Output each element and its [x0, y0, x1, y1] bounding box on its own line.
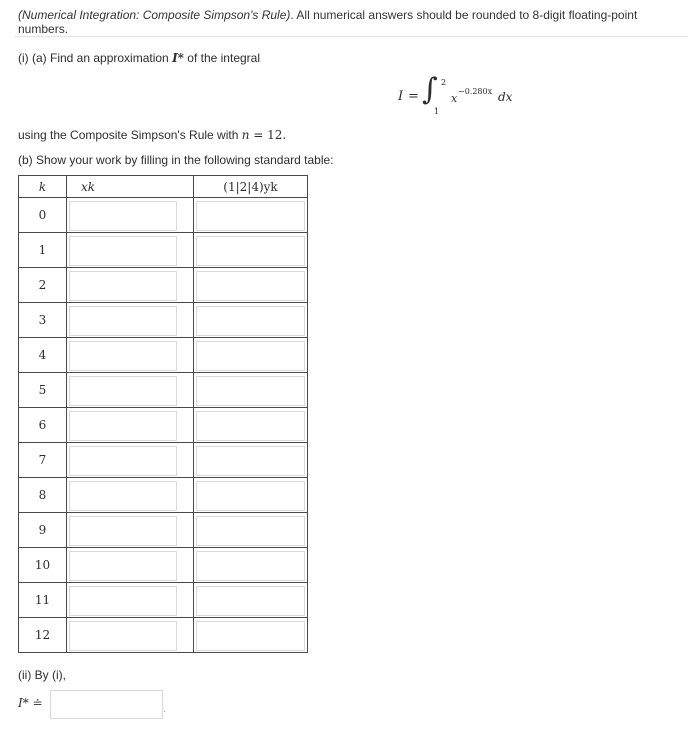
xk-cell	[67, 513, 194, 548]
row-k-label: 2	[19, 268, 67, 303]
weighted-yk-cell	[194, 268, 308, 303]
part-b-prompt: (b) Show your work by filling in the following standard table:	[18, 153, 334, 167]
row-k-label: 8	[19, 478, 67, 513]
weighted-yk-input[interactable]	[196, 341, 305, 371]
table-row	[19, 583, 308, 618]
integral-differential: dx	[498, 90, 513, 104]
col-header-xk: xk	[67, 176, 194, 198]
xk-input[interactable]	[69, 306, 177, 336]
weighted-yk-input[interactable]	[196, 516, 305, 546]
answer-input[interactable]	[50, 690, 163, 719]
part-a-suffix: of the integral	[183, 51, 261, 65]
weighted-yk-cell	[194, 618, 308, 653]
xk-input[interactable]	[69, 621, 177, 651]
weighted-yk-input[interactable]	[196, 481, 305, 511]
weighted-yk-cell	[194, 478, 308, 513]
weighted-yk-cell	[194, 233, 308, 268]
part-a-prompt	[18, 51, 260, 65]
weighted-yk-cell	[194, 373, 308, 408]
col-header-k: k	[19, 176, 67, 198]
table-row	[19, 268, 308, 303]
answer-label: I* ≐	[18, 696, 43, 710]
trailing-period: .	[163, 704, 166, 715]
weighted-yk-input[interactable]	[196, 201, 305, 231]
divider	[14, 36, 688, 37]
part-a-symbol: I*	[172, 51, 184, 65]
weighted-yk-input[interactable]	[196, 446, 305, 476]
table-row	[19, 443, 308, 478]
table-header-row	[19, 176, 308, 198]
table-row	[19, 548, 308, 583]
simpson-table	[18, 175, 308, 653]
table-row	[19, 233, 308, 268]
row-k-label: 7	[19, 443, 67, 478]
row-k-label: 10	[19, 548, 67, 583]
row-k-label: 3	[19, 303, 67, 338]
row-k-label: 12	[19, 618, 67, 653]
xk-input[interactable]	[69, 446, 177, 476]
row-k-label: 6	[19, 408, 67, 443]
integral-sign: ∫	[422, 72, 438, 107]
weighted-yk-cell	[194, 198, 308, 233]
row-k-label: 1	[19, 233, 67, 268]
row-k-label: 5	[19, 373, 67, 408]
xk-cell	[67, 478, 194, 513]
xk-cell	[67, 303, 194, 338]
row-k-label: 4	[19, 338, 67, 373]
n-value: = 12.	[249, 128, 287, 142]
table-row	[19, 478, 308, 513]
table-row	[19, 618, 308, 653]
xk-cell	[67, 548, 194, 583]
xk-cell	[67, 338, 194, 373]
weighted-yk-input[interactable]	[196, 271, 305, 301]
xk-cell	[67, 443, 194, 478]
weighted-yk-cell	[194, 408, 308, 443]
weighted-yk-input[interactable]	[196, 551, 305, 581]
xk-input[interactable]	[69, 201, 177, 231]
using-text: using the Composite Simpson's Rule with	[18, 128, 242, 142]
weighted-yk-cell	[194, 583, 308, 618]
weighted-yk-cell	[194, 303, 308, 338]
weighted-yk-input[interactable]	[196, 376, 305, 406]
xk-input[interactable]	[69, 376, 177, 406]
xk-cell	[67, 268, 194, 303]
table-row	[19, 373, 308, 408]
xk-input[interactable]	[69, 516, 177, 546]
weighted-yk-cell	[194, 548, 308, 583]
integrand-base: x	[451, 92, 458, 105]
weighted-yk-cell	[194, 338, 308, 373]
row-k-label: 9	[19, 513, 67, 548]
weighted-yk-cell	[194, 513, 308, 548]
col-header-weighted-yk: (1|2|4)yk	[194, 176, 308, 198]
xk-cell	[67, 373, 194, 408]
xk-input[interactable]	[69, 341, 177, 371]
table-row	[19, 338, 308, 373]
xk-input[interactable]	[69, 551, 177, 581]
weighted-yk-input[interactable]	[196, 411, 305, 441]
xk-cell	[67, 198, 194, 233]
header-title-italic: (Numerical Integration: Composite Simpson's Rule)	[18, 8, 291, 22]
table-row	[19, 303, 308, 338]
n-symbol: n	[241, 128, 250, 142]
xk-input[interactable]	[69, 586, 177, 616]
integrand-exponent: −0.280x	[458, 87, 493, 96]
formula-lhs: I	[398, 89, 404, 104]
integral-lower-bound: 1	[434, 107, 440, 116]
xk-input[interactable]	[69, 411, 177, 441]
row-k-label: 0	[19, 198, 67, 233]
xk-cell	[67, 618, 194, 653]
integral-formula	[398, 72, 548, 118]
weighted-yk-input[interactable]	[196, 621, 305, 651]
row-k-label: 11	[19, 583, 67, 618]
problem-header	[18, 8, 688, 36]
formula-eq: =	[408, 89, 419, 104]
xk-cell	[67, 233, 194, 268]
table-row	[19, 198, 308, 233]
part-ii-prompt: (ii) By (i),	[18, 668, 66, 682]
integral-upper-bound: 2	[441, 78, 447, 87]
xk-input[interactable]	[69, 271, 177, 301]
table-row	[19, 513, 308, 548]
weighted-yk-input[interactable]	[196, 586, 305, 616]
weighted-yk-input[interactable]	[196, 306, 305, 336]
using-sentence	[18, 128, 286, 142]
weighted-yk-cell	[194, 443, 308, 478]
table-row	[19, 408, 308, 443]
xk-cell	[67, 583, 194, 618]
xk-cell	[67, 408, 194, 443]
part-a-prefix: (i) (a) Find an approximation	[18, 51, 173, 65]
header-title-rest: . All numerical answers should be rounded to 8-digit floating-point numbers.	[18, 8, 638, 36]
xk-input[interactable]	[69, 236, 177, 266]
xk-input[interactable]	[69, 481, 177, 511]
weighted-yk-input[interactable]	[196, 236, 305, 266]
